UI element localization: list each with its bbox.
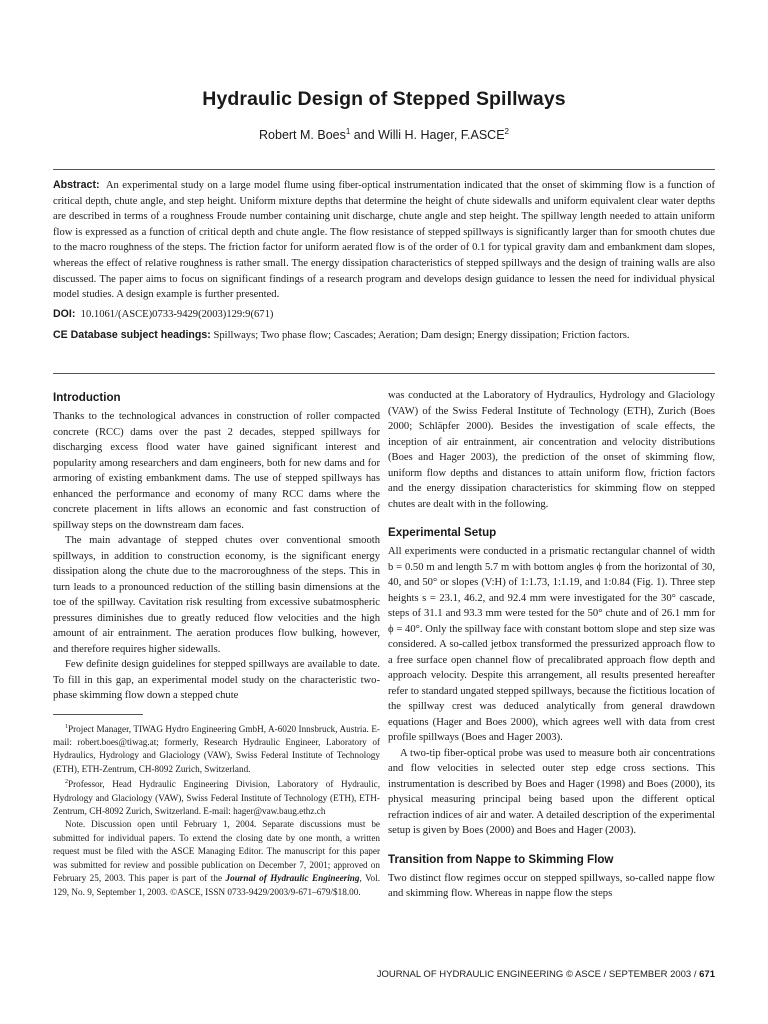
transition-paragraph-1: Two distinct flow regimes occur on stepped spillways, so-called nappe flow and skimming flow. Whereas in nappe flow the steps: [388, 872, 715, 899]
subject-headings: [53, 328, 715, 344]
running-footer: [377, 969, 715, 980]
note-text-a: Note. Discussion open until February 1, 2004. Separate discussions must be submitted for individual papers. To extend the closing date by one month, a written request must be filed with the ASCE Managing Editor. The manuscript for this paper was submitted for review and possible publication on December 7, 2001; approved on February 25, 2003. This paper is part of the: [53, 819, 380, 884]
intro-paragraph-3: Few definite design guidelines for stepped spillways are available to date. To fill in this gap, an experimental model study on the characteristic two-phase skimming flow down a stepped chute: [53, 659, 380, 701]
setup-paragraph-2: A two-tip fiber-optical probe was used to measure both air concentrations and flow velocities in selected outer step edge cross sections. This instrumentation is described by Boes and Hager (1998) and Boes (2000), its physical measuring principal being based upon the different optical refraction indices of air and water. A detailed description of the experimental setup is given by Boes (2000) and Boes and Hager (2003).: [388, 747, 715, 836]
doi-value[interactable]: 10.1061/(ASCE)0733-9429(2003)129:9(671): [80, 308, 274, 320]
footnote-1-text: Project Manager, TIWAG Hydro Engineering GmbH, A-6020 Innsbruck, Austria. E-mail: robert.boes@tiwag.at; formerly, Research Hydraulic Engineer, Laboratory of Hydraulics, Hydrology and Glaciology (VAW), Swiss Federal Institute of Technology (ETH), ETH-Zentrum, CH-8092 Zurich, Switzerland.: [53, 723, 380, 774]
footnote-2: [53, 776, 380, 818]
subject-headings-value: Spillways; Two phase flow; Cascades; Aeration; Dam design; Energy dissipation; Friction factors.: [213, 330, 630, 342]
abstract-label: Abstract:: [53, 179, 100, 191]
author-line: [0, 127, 768, 142]
footnote-divider: [53, 714, 143, 715]
subject-headings-label: CE Database subject headings:: [53, 329, 211, 342]
experimental-setup-heading: Experimental Setup: [388, 526, 497, 539]
intro-paragraph-2: The main advantage of stepped chutes over conventional smooth spillways, in addition to construction economy, is the significant energy dissipation along the chute due to the macroroughness of the steps. This in turn leads to a pronounced reduction of the stilling basin dimensions at the toe of the spillway. Cavitation risk resulting from excessive subatmospheric pressures diminishes due to greatly reduced flow velocities and the high amount of air entrainment. The aeration produces flow bulking, however, and therefore requires higher sidewalls.: [53, 535, 380, 655]
journal-name: Journal of Hydraulic Engineering: [225, 873, 360, 884]
abstract-text: An experimental study on a large model flume using fiber-optical instrumentation indicated that the onset of skimming flow is a function of critical depth, chute angle, and step height. Uniform mixture depths that determine the height of chute sidewalls and uniform equivalent clear water depths are described in terms of a roughness Froude number containing unit discharge, chute angle and step height. The spillway length needed to attain uniform flow is expressed as a function of critical depth and chute angle. The flow resistance of stepped spillways is significantly larger than for smooth chutes due to the macro roughness of the steps. The friction factor for uniform aerated flow is of the order of 0.1 for typical gravity dam and embankment dam slopes, whereas the effect of relative roughness is rather small. The energy dissipation characteristics of stepped spillways and the design of training walls are also discussed. The paper aims to focus on significant findings of a research program and develops design guidance to lessen the need for individual physical model studies. A design example is further presented.: [53, 180, 715, 301]
author-hager: and Willi H. Hager, F.ASCE: [350, 128, 505, 143]
page-number: 671: [699, 969, 715, 980]
intro-continuation: was conducted at the Laboratory of Hydraulics, Hydrology and Glaciology (VAW) of the Swiss Federal Institute of Technology (ETH), Zurich (Boes 2000; Schläpfer 2000). Besides the investigation of scale effects, the inception of air entrainment, air concentration and velocity distributions (Boes and Hager 2003), the prediction of the onset of skimming flow, uniform flow depths and distances to attain uniform flow, friction factors and the energy dissipation characteristics for skimming flow on stepped chutes are dealt with in the following.: [388, 390, 715, 510]
front-matter-divider: [53, 373, 715, 374]
footnote-2-mark: 2: [65, 779, 68, 786]
abstract: [53, 178, 715, 303]
footnote-2-text: Professor, Head Hydraulic Engineering Division, Laboratory of Hydraulic, Hydrology and Glaciology (VAW), Swiss Federal Institute of Technology (ETH), ETH-Zentrum, CH-8092 Zurich, Switzerland. E-mail: hager@vaw.baug.ethz.ch: [53, 779, 380, 817]
doi-label: DOI:: [53, 307, 76, 320]
top-divider: [53, 169, 715, 170]
author-2-affiliation-mark: 2: [504, 127, 509, 136]
setup-paragraph-1: All experiments were conducted in a prismatic rectangular channel of width b = 0.50 m and length 5.7 m with bottom angles ϕ from the horizontal of 30, 40, and 50° or slopes (V:H) of 1:1.73, 1:1.19, and 1:0.84 (Fig. 1). Three step heights s = 23.1, 46.2, and 92.4 mm were investigated for the 30° cascade, steps of 31.1 and 93.3 mm were tested for the 50° chute and of 26.1 mm for ϕ = 40°. Only the spillway face with constant bottom slope and step size was considered. A so-called jetbox transformed the pressurized approach flow to a free surface open channel flow of precalibrated approach flow depth and approach velocity. Despite this arrangement, all results presented hereafter refer to standard ungated stepped spillways, because the fictitious location of the spillway crest was deduced analytically from general drawdown equations (Hager and Boes 2000), which agrees well with data from crest profile spillways (Boes and Hager 2003).: [388, 546, 715, 743]
front-matter: [53, 178, 715, 344]
footnote-1-mark: 1: [65, 723, 68, 730]
introduction-heading: Introduction: [53, 391, 121, 404]
doi-line: [53, 307, 715, 323]
left-column: [53, 390, 380, 899]
note-text-b: , Vol. 129, No. 9, September 1, 2003. ©ASCE, ISSN 0733-9429/2003/9-671–679/$18.00.: [53, 873, 380, 897]
footnotes: [53, 721, 380, 899]
right-column: [388, 388, 715, 902]
intro-paragraph-1: Thanks to the technological advances in construction of roller compacted concrete (RCC) dams over the past 2 decades, stepped spillways for discharging excess flood water have gained significant interest and popularity among researchers and dam engineers, both for new dams and for armoring of existing embankment dams. The use of stepped spillways has enhanced the performance and economy of many RCC dams where the concrete placement in lifts allows an economic and fast construction of spillway steps on the downstream dam faces.: [53, 411, 380, 531]
footnote-1: [53, 721, 380, 777]
transition-heading: Transition from Nappe to Skimming Flow: [388, 852, 614, 866]
discussion-note: [53, 818, 380, 898]
author-boes: Robert M. Boes: [259, 128, 346, 143]
running-head: JOURNAL OF HYDRAULIC ENGINEERING © ASCE / SEPTEMBER 2003 /: [376, 969, 700, 980]
author-1-affiliation-mark: 1: [345, 127, 351, 136]
paper-title: Hydraulic Design of Stepped Spillways: [202, 88, 566, 110]
